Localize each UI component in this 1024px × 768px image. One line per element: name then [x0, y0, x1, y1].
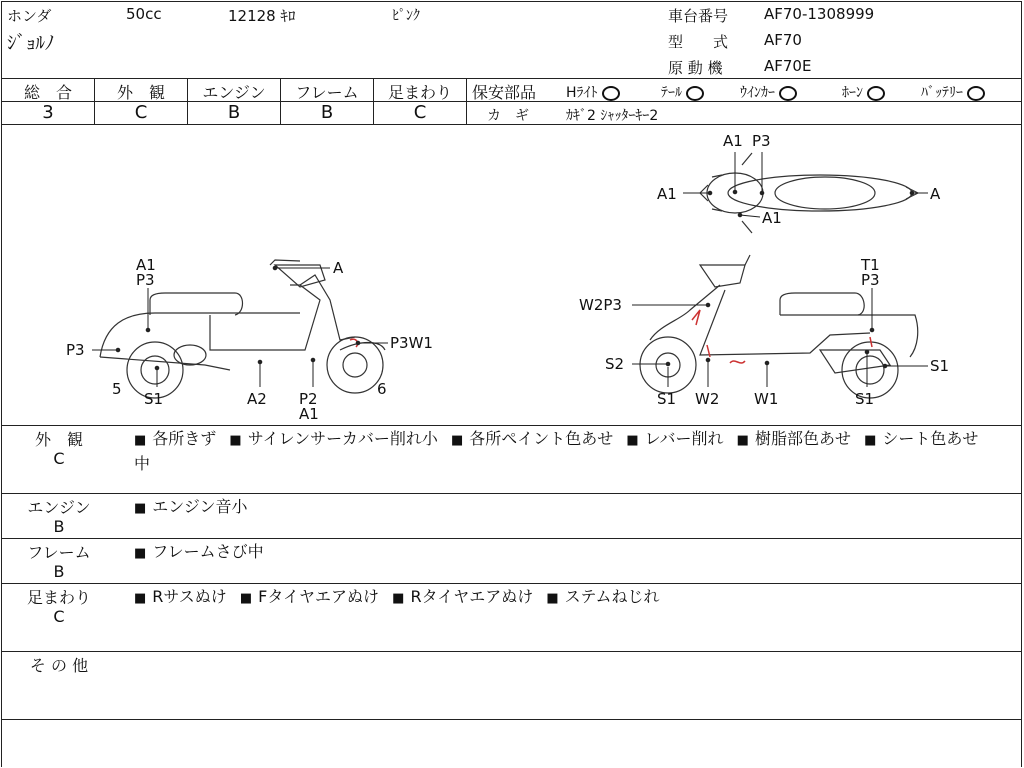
ok-mark-icon [967, 86, 985, 101]
diagram-label: P3 [66, 341, 85, 359]
diagram-label: P3 [752, 132, 771, 150]
maker: ホンダ [7, 7, 52, 25]
frame-no-label: 車台番号 [668, 7, 729, 25]
square-bullet-icon: ■ [134, 433, 147, 448]
finding-item: ■ Rタイヤエアぬけ [392, 587, 534, 606]
square-bullet-icon: ■ [736, 433, 749, 448]
finding-item: ■ 樹脂部色あせ [736, 429, 851, 448]
section-grade: C [53, 607, 65, 626]
damage-diagram [0, 125, 1024, 425]
diagram-label: W2 [695, 390, 720, 408]
ok-mark-icon [686, 86, 704, 101]
grade-value-overall: 3 [42, 102, 54, 123]
section-items [134, 495, 1002, 520]
diagram-label: A [333, 259, 344, 277]
diagram-label: S1 [855, 390, 875, 408]
grade-col-div [466, 78, 467, 124]
square-bullet-icon: ■ [134, 501, 147, 516]
diagram-label: A1 [723, 132, 743, 150]
section-name: エンジン [27, 498, 91, 517]
diagram-label: W1 [754, 390, 779, 408]
square-bullet-icon: ■ [134, 546, 147, 561]
finding-item: ■ レバー削れ [626, 429, 724, 448]
grade-label-engine: エンジン [202, 83, 266, 102]
grade-table-top [2, 78, 1022, 79]
section-name: 足まわり [26, 588, 91, 607]
ok-mark-icon [602, 86, 620, 101]
diagram-label: P3W1 [390, 334, 433, 352]
square-bullet-icon: ■ [450, 433, 464, 448]
finding-item: ■ 各所ペイント色あせ [450, 429, 614, 448]
grade-value-engine: B [227, 102, 241, 123]
safety-item-winker: ｳｲﾝｶｰ [740, 82, 797, 102]
section-divider [2, 651, 1022, 652]
section-divider [2, 493, 1022, 494]
mileage: 12128 ｷﾛ [228, 7, 296, 25]
diagram-label: S1 [144, 390, 164, 408]
section-divider [2, 719, 1022, 720]
section-grade: B [53, 562, 65, 581]
finding-item: ■ フレームさび中 [134, 542, 264, 561]
finding-item: ■ Rサスぬけ [134, 587, 227, 606]
grade-label-exterior: 外 観 [116, 83, 165, 102]
diagram-label: P3 [136, 271, 155, 289]
section-divider [2, 538, 1022, 539]
finding-item: ■ ステムねじれ [546, 587, 660, 606]
diagram-label: S2 [605, 355, 625, 373]
frame-no: AF70-1308999 [764, 5, 875, 23]
grade-value-exterior: C [134, 102, 148, 123]
frame-top [2, 1, 1022, 2]
square-bullet-icon: ■ [229, 433, 242, 448]
square-bullet-icon: ■ [392, 591, 405, 606]
section-name: 外 観 [34, 430, 83, 449]
grade-value-frame: B [320, 102, 334, 123]
section-name: そ の 他 [29, 656, 89, 675]
safety-item-tail: ﾃｰﾙ [661, 82, 704, 102]
displacement: 50cc [126, 5, 162, 23]
safety-item-battery: ﾊﾞｯﾃﾘｰ [921, 82, 985, 102]
diagram-label: 5 [112, 380, 122, 398]
key-label: カ ギ [487, 108, 529, 124]
key-value: ｶｷﾞ2 ｼｬｯﾀｰｷｰ2 [566, 108, 659, 124]
finding-item: ■ エンジン音小 [134, 497, 248, 516]
scooter-top-view [700, 153, 918, 233]
section-items [134, 540, 1002, 565]
type-value: AF70 [764, 31, 802, 49]
section-divider [2, 583, 1022, 584]
grade-label-suspension: 足まわり [387, 83, 452, 102]
diagram-label: 6 [377, 380, 387, 398]
diagram-label: A [930, 185, 941, 203]
diagram-label: P3 [861, 271, 880, 289]
engine-label: 原 動 機 [668, 59, 723, 77]
square-bullet-icon: ■ [239, 591, 253, 606]
section-name: フレーム [27, 543, 91, 562]
square-bullet-icon: ■ [864, 433, 877, 448]
type-label: 型 式 [668, 33, 729, 51]
diagram-label: A1 [299, 405, 319, 423]
body-color: ﾋﾟﾝｸ [392, 8, 420, 24]
safety-item-horn: ﾎｰﾝ [842, 82, 885, 102]
diagram-label: A1 [762, 209, 782, 227]
finding-item: ■ シート色あせ中 [134, 429, 979, 473]
grade-value-suspension: C [413, 102, 427, 123]
diagram-label: S1 [930, 357, 950, 375]
diagram-label: W2P3 [579, 296, 622, 314]
square-bullet-icon: ■ [546, 591, 559, 606]
diagram-label: A1 [657, 185, 677, 203]
section-items [134, 427, 1002, 475]
ok-mark-icon [867, 86, 885, 101]
grade-label-frame: フレーム [295, 83, 359, 102]
finding-item: ■ 各所きず [134, 429, 217, 448]
square-bullet-icon: ■ [134, 591, 147, 606]
ok-mark-icon [779, 86, 797, 101]
finding-item: ■ Fタイヤエアぬけ [239, 587, 380, 606]
section-grade: B [53, 517, 65, 536]
section-grade: C [53, 449, 65, 468]
safety-label: 保安部品 [472, 83, 537, 102]
diagram-label: P2 [299, 390, 318, 408]
engine-value: AF70E [764, 57, 812, 75]
diagram-label: T1 [861, 256, 880, 274]
square-bullet-icon: ■ [626, 433, 639, 448]
section-divider [2, 425, 1022, 426]
grade-label-overall: 総 合 [23, 83, 72, 102]
diagram-label: A1 [136, 256, 156, 274]
diagram-label: S1 [657, 390, 677, 408]
model-name: ｼﾞｮﾙﾉ [7, 32, 55, 54]
finding-item: ■ サイレンサーカバー削れ小 [229, 429, 438, 448]
section-items [134, 585, 1002, 610]
diagram-label: A2 [247, 390, 267, 408]
safety-item-headlight: Hﾗｲﾄ [566, 82, 620, 102]
